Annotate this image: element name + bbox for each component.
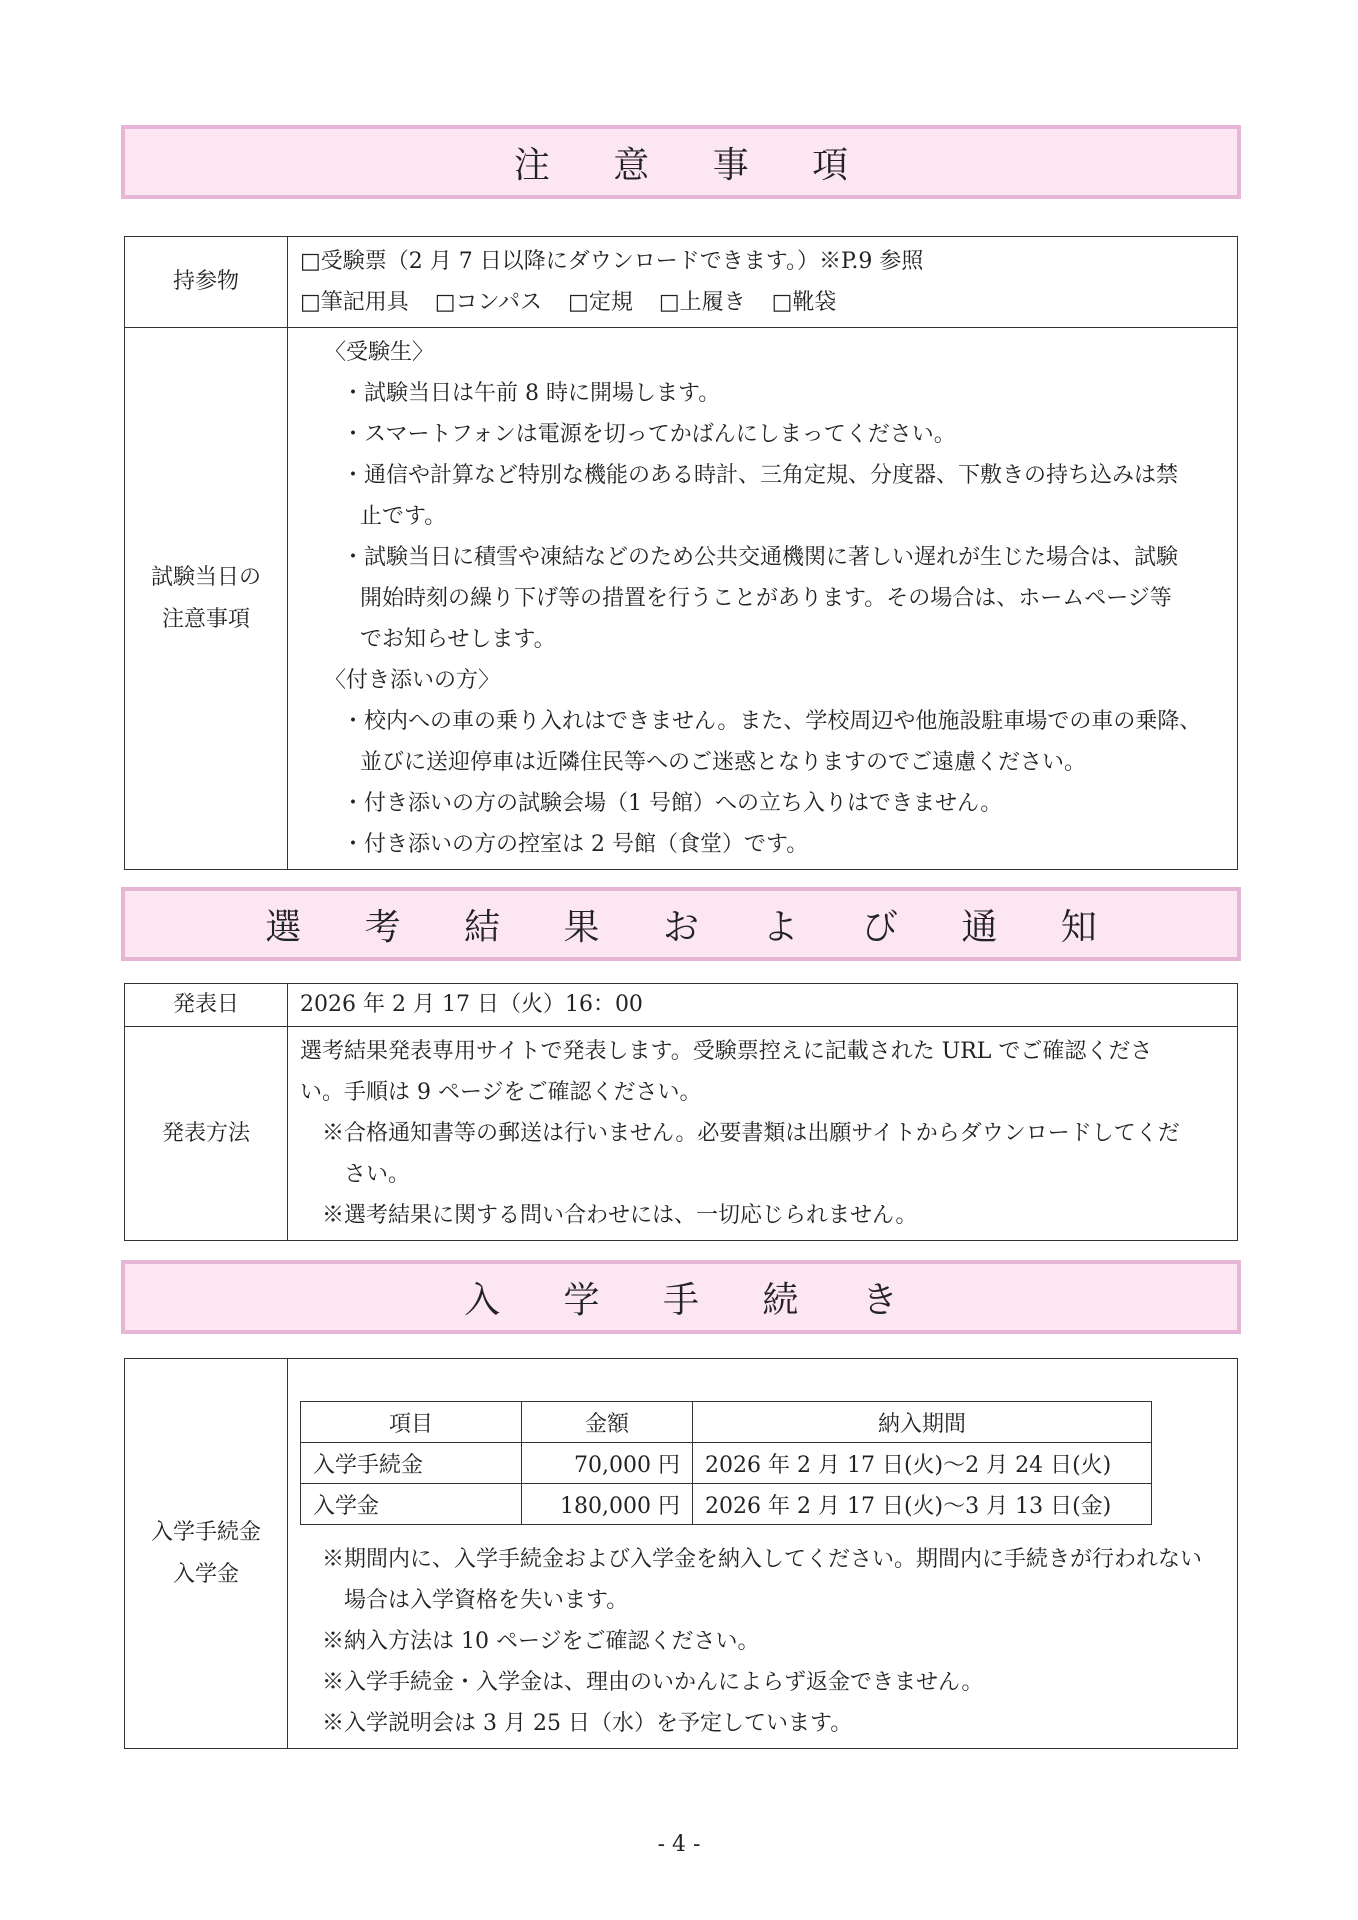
checkbox-item: □コンパス (434, 290, 543, 315)
announcement-method-label: 発表方法 (125, 1027, 288, 1241)
list-item: ・付き添いの方の控室は 2 号館（食堂）です。 (342, 832, 809, 857)
fee-table (300, 1401, 1152, 1525)
section-title: 注 意 事 項 (513, 144, 875, 186)
column-header: 項目 (301, 1402, 522, 1443)
list-item: ※入学手続金・入学金は、理由のいかんによらず返金できません。 (322, 1670, 984, 1695)
list-item: い。手順は 9 ページをご確認ください。 (300, 1080, 702, 1105)
list-item: ・付き添いの方の試験会場（1 号館）への立ち入りはできません。 (342, 791, 1003, 816)
checkbox-item: □靴袋 (771, 290, 837, 315)
table-row (125, 984, 1238, 1027)
procedure-label: 入学手続金 入学金 (125, 1359, 288, 1749)
list-item: ※期間内に、入学手続金および入学金を納入してください。期間内に手続きが行われない (322, 1547, 1203, 1572)
procedure-table (124, 1358, 1238, 1749)
list-item: ・スマートフォンは電源を切ってかばんにしまってください。 (342, 422, 956, 447)
list-item: ※入学説明会は 3 月 25 日（水）を予定しています。 (322, 1711, 853, 1736)
notes-table (124, 236, 1238, 870)
table-cell: 70,000 円 (522, 1443, 693, 1484)
list-item: 開始時刻の繰り下げ等の措置を行うことがあります。その場合は、ホームページ等 (360, 586, 1172, 611)
results-table (124, 983, 1238, 1241)
list-item: 場合は入学資格を失います。 (344, 1588, 629, 1613)
table-row (125, 1027, 1238, 1241)
section-banner-notes (121, 125, 1241, 199)
exam-day-label: 試験当日の 注意事項 (125, 328, 288, 870)
list-item: さい。 (344, 1162, 411, 1187)
list-item: ・試験当日に積雪や凍結などのため公共交通機関に著しい遅れが生じた場合は、試験 (342, 545, 1179, 570)
list-item: ・試験当日は午前 8 時に開場します。 (342, 381, 721, 406)
list-item: ※納入方法は 10 ページをご確認ください。 (322, 1629, 760, 1654)
section-banner-procedure (121, 1260, 1241, 1334)
attendant-heading: 〈付き添いの方〉 (324, 668, 501, 693)
list-item: 止です。 (360, 504, 447, 529)
belongings-label: 持参物 (125, 237, 288, 328)
checkbox-item: □上履き (658, 290, 746, 315)
table-header-row (301, 1402, 1152, 1443)
column-header: 金額 (522, 1402, 693, 1443)
table-row (301, 1484, 1152, 1525)
announcement-date-label: 発表日 (125, 984, 288, 1027)
table-cell: 入学金 (301, 1484, 522, 1525)
announcement-date-value: 2026 年 2 月 17 日（火）16：00 (288, 984, 1238, 1027)
list-item: 選考結果発表専用サイトで発表します。受験票控えに記載された URL でご確認くださ (300, 1039, 1153, 1064)
checkbox-item: □定規 (568, 290, 633, 315)
table-row (125, 328, 1238, 870)
list-item: 並びに送迎停車は近隣住民等へのご迷惑となりますのでご遠慮ください。 (360, 750, 1087, 775)
table-cell: 2026 年 2 月 17 日(火)～3 月 13 日(金) (693, 1484, 1152, 1525)
page-number: - 4 - (657, 1832, 701, 1857)
list-item: ・校内への車の乗り入れはできません。また、学校周辺や他施設駐車場での車の乗降、 (342, 709, 1202, 734)
column-header: 納入期間 (693, 1402, 1152, 1443)
table-cell: 2026 年 2 月 17 日(火)～2 月 24 日(火) (693, 1443, 1152, 1484)
list-item: ・通信や計算など特別な機能のある時計、三角定規、分度器、下敷きの持ち込みは禁 (342, 463, 1179, 488)
table-cell: 180,000 円 (522, 1484, 693, 1525)
table-row (125, 237, 1238, 328)
table-row (301, 1443, 1152, 1484)
list-item: でお知らせします。 (360, 627, 556, 652)
list-item: ※合格通知書等の郵送は行いません。必要書類は出願サイトからダウンロードしてくだ (322, 1121, 1180, 1146)
section-title: 選 考 結 果 お よ び 通 知 (265, 906, 1123, 948)
belongings-items (300, 282, 1227, 323)
section-banner-results (121, 887, 1241, 961)
list-item: ※選考結果に関する問い合わせには、一切応じられません。 (322, 1203, 918, 1228)
table-cell: 入学手続金 (301, 1443, 522, 1484)
examinee-heading: 〈受験生〉 (324, 340, 435, 365)
section-title: 入 学 手 続 き (464, 1279, 924, 1321)
belongings-line: □受験票（2 月 7 日以降にダウンロードできます。）※P.9 参照 (300, 249, 924, 274)
table-row (125, 1359, 1238, 1749)
checkbox-item: □筆記用具 (300, 290, 409, 315)
